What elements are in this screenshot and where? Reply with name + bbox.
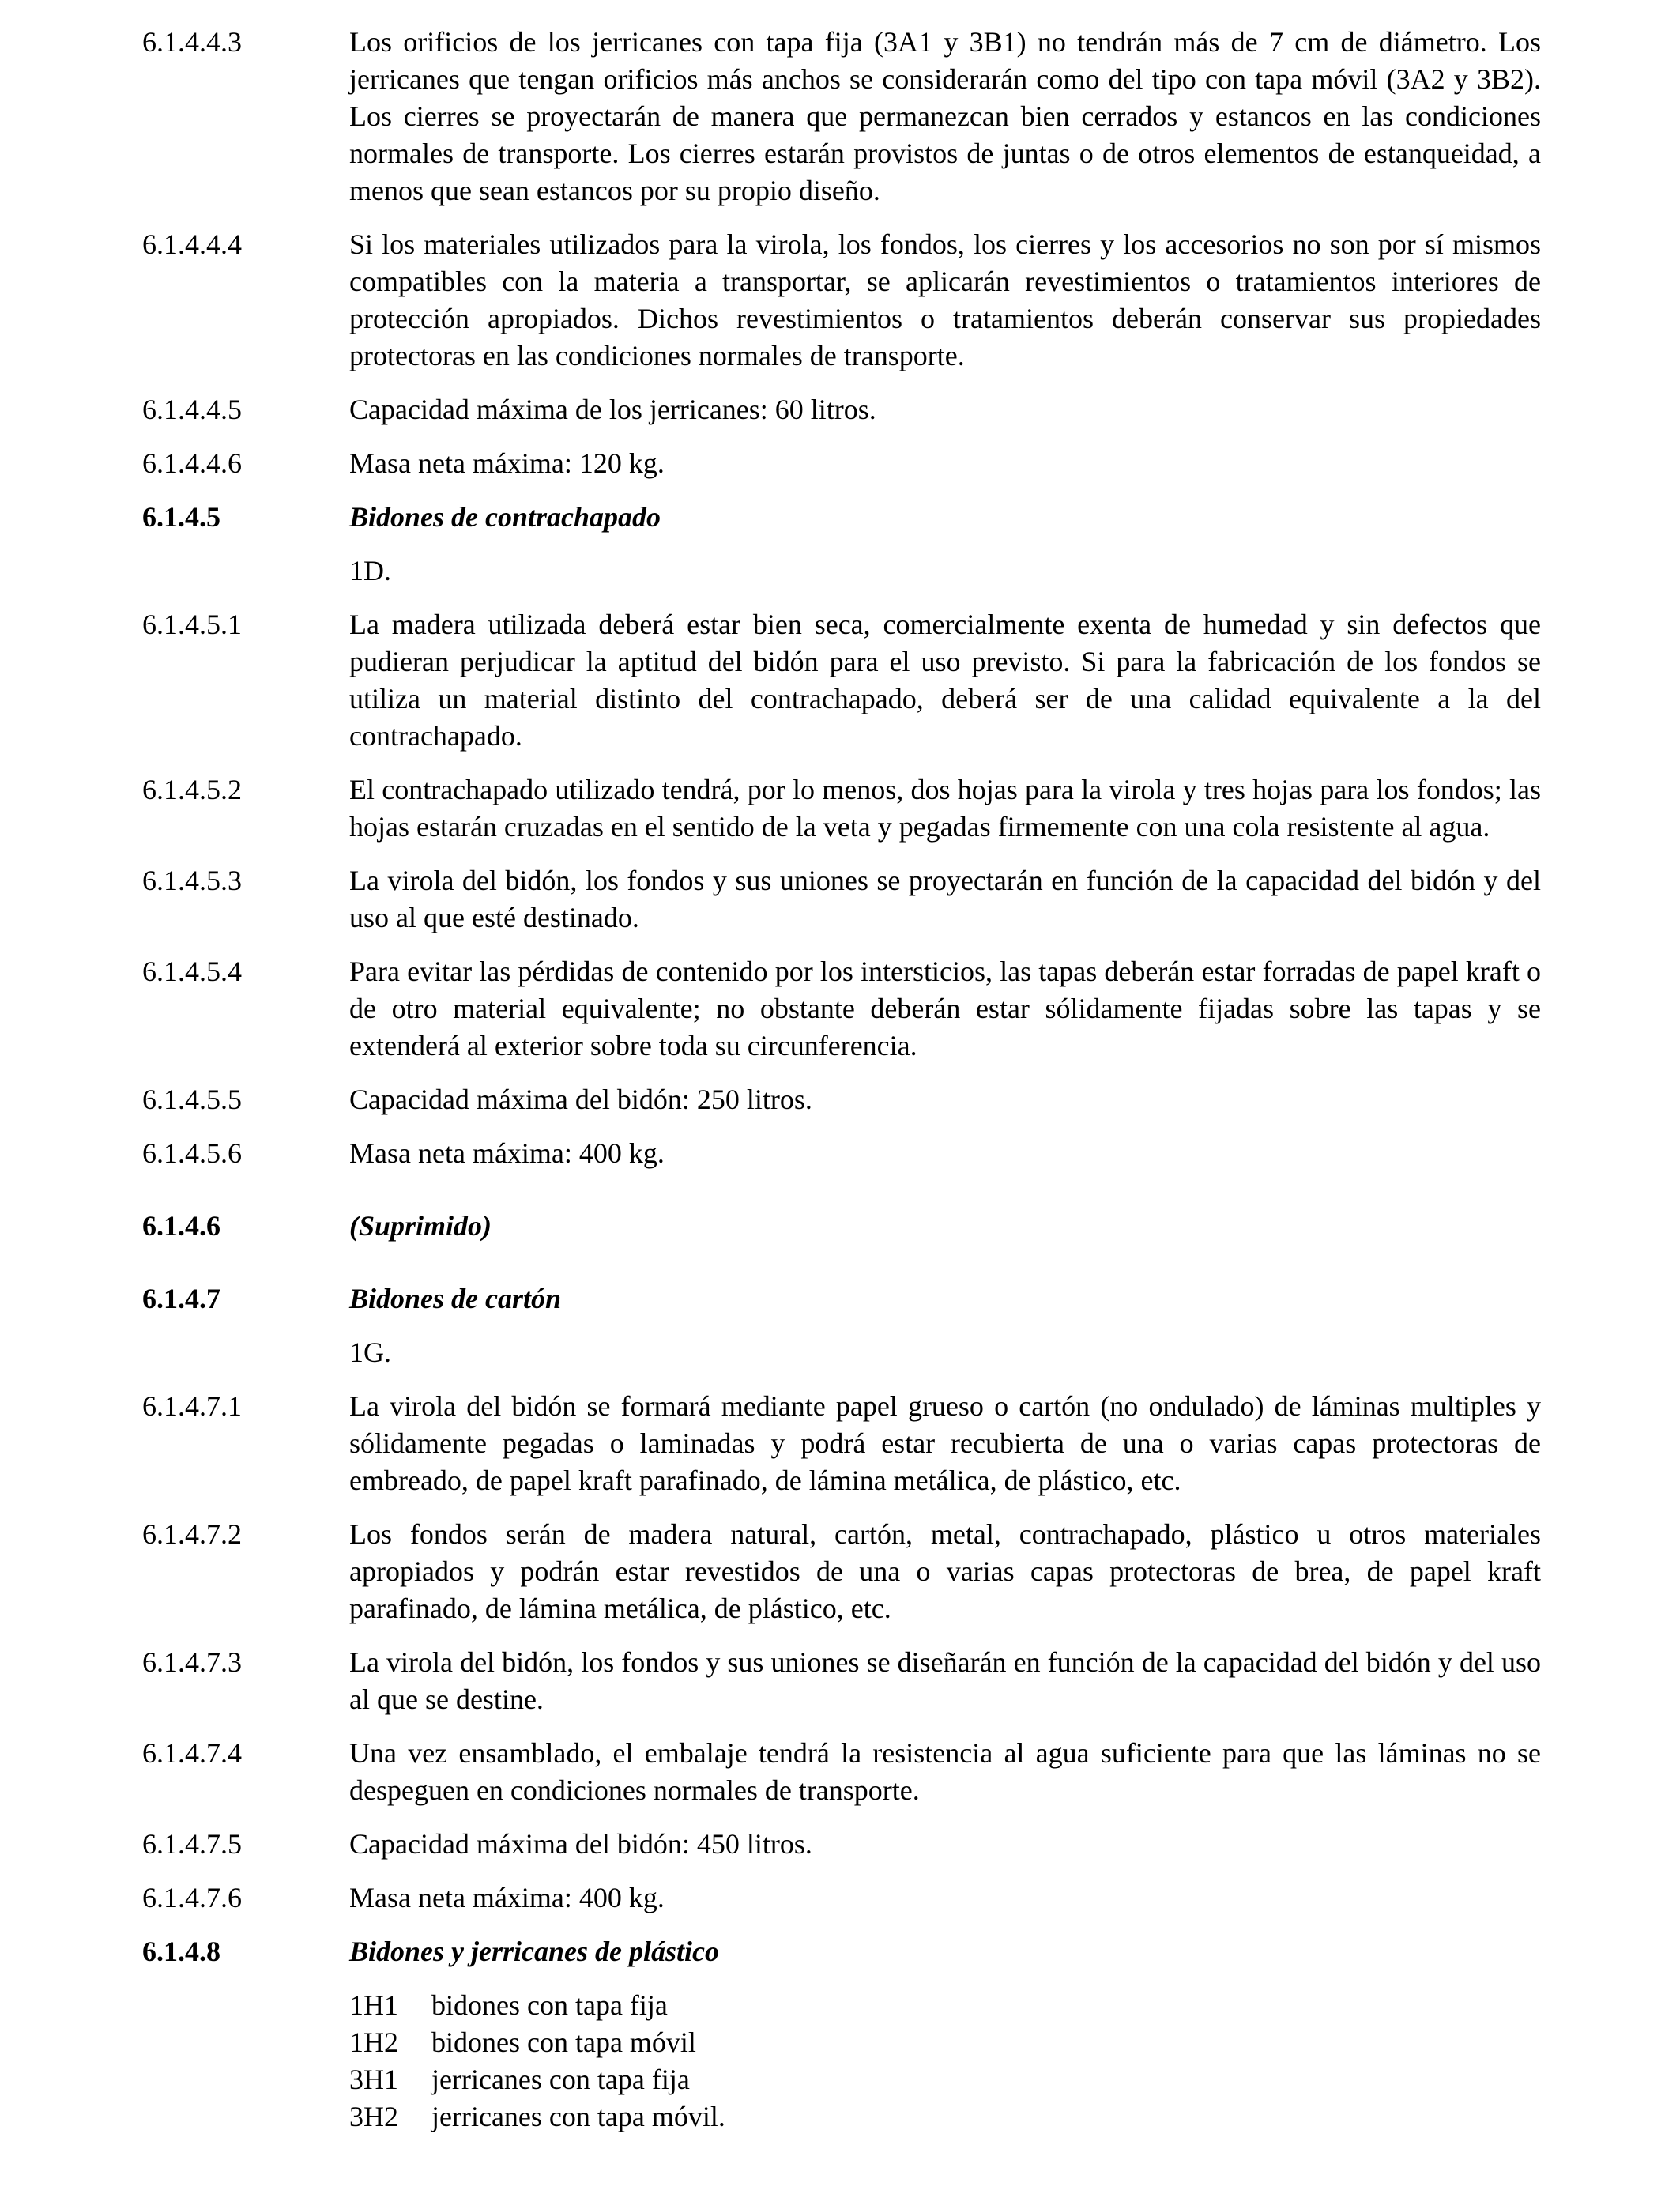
section-heading-6-1-4-5 (0, 499, 1680, 536)
paragraph-text: Capacidad máxima de los jerricanes: 60 litros. (349, 394, 876, 425)
list-item-code: 3H1 (349, 2064, 398, 2095)
paragraph-6-1-4-5-5 (0, 1081, 1680, 1118)
paragraph-6-1-4-7-4 (0, 1735, 1680, 1809)
paragraph-text: Los fondos serán de madera natural, cartón, metal, contrachapado, plástico u otros materiales apropiados y podrán estar revestidos de una o varias capas protectoras de brea, de papel kraft parafinado, de lámina metálica, de plástico, etc. (349, 1518, 1541, 1624)
paragraph-number: 6.1.4.5.1 (142, 609, 242, 640)
paragraph-number: 6.1.4.5.4 (142, 956, 242, 987)
paragraph-6-1-4-7-2 (0, 1516, 1680, 1627)
section-title: (Suprimido) (349, 1210, 492, 1242)
paragraph-6-1-4-5-4 (0, 953, 1680, 1065)
list-item-code: 1H2 (349, 2026, 398, 2058)
paragraph-number: 6.1.4.7.1 (142, 1390, 242, 1422)
paragraph-6-1-4-5-2 (0, 771, 1680, 846)
paragraph-text: Masa neta máxima: 400 kg. (349, 1882, 665, 1913)
spacer (0, 1261, 1680, 1280)
packaging-code-list (349, 1987, 1680, 2136)
paragraph-number: 6.1.4.4.6 (142, 447, 242, 479)
paragraph-6-1-4-4-3 (0, 24, 1680, 209)
section-heading-6-1-4-8 (0, 1933, 1680, 1970)
paragraph-6-1-4-4-6 (0, 445, 1680, 482)
list-item (349, 2061, 1680, 2098)
section-number: 6.1.4.8 (142, 1936, 220, 1967)
paragraph-number: 6.1.4.7.6 (142, 1882, 242, 1913)
paragraph-text: El contrachapado utilizado tendrá, por lo menos, dos hojas para la virola y tres hojas para los fondos; las hojas estarán cruzadas en el sentido de la veta y pegadas firmemente con una cola resistente al agua. (349, 774, 1541, 843)
paragraph-number: 6.1.4.5.6 (142, 1137, 242, 1169)
packaging-code: 1G. (349, 1336, 391, 1368)
paragraph-number: 6.1.4.7.2 (142, 1518, 242, 1550)
paragraph-number: 6.1.4.7.4 (142, 1737, 242, 1769)
paragraph-6-1-4-5-6 (0, 1135, 1680, 1172)
paragraph-text: La virola del bidón, los fondos y sus uniones se diseñarán en función de la capacidad del bidón y del uso al que se destine. (349, 1646, 1541, 1715)
paragraph-6-1-4-7-5 (0, 1826, 1680, 1863)
section-number: 6.1.4.5 (142, 501, 220, 533)
list-item-description: jerricanes con tapa móvil. (431, 2101, 725, 2132)
paragraph-text: Masa neta máxima: 400 kg. (349, 1137, 665, 1169)
document-body (0, 24, 1680, 2136)
paragraph-text: Para evitar las pérdidas de contenido por los intersticios, las tapas deberán estar forradas de papel kraft o de otro material equivalente; no obstante deberán estar sólidamente fijadas sobre las tapas y se extenderá al exterior sobre toda su circunferencia. (349, 956, 1541, 1061)
paragraph-6-1-4-5-1 (0, 606, 1680, 755)
paragraph-number: 6.1.4.5.3 (142, 865, 242, 896)
paragraph-number: 6.1.4.4.4 (142, 228, 242, 260)
section-title: Bidones y jerricanes de plástico (349, 1936, 719, 1967)
paragraph-text: Capacidad máxima del bidón: 450 litros. (349, 1828, 812, 1860)
list-item (349, 2098, 1680, 2136)
paragraph-number: 6.1.4.7.5 (142, 1828, 242, 1860)
section-heading-6-1-4-6 (0, 1208, 1680, 1245)
list-item (349, 2024, 1680, 2061)
list-item-description: jerricanes con tapa fija (431, 2064, 690, 2095)
section-title: Bidones de contrachapado (349, 501, 661, 533)
paragraph-6-1-4-4-5 (0, 391, 1680, 428)
paragraph-text: Capacidad máxima del bidón: 250 litros. (349, 1084, 812, 1115)
spacer (0, 1189, 1680, 1208)
section-number: 6.1.4.6 (142, 1210, 220, 1242)
paragraph-number: 6.1.4.5.2 (142, 774, 242, 805)
paragraph-text: Si los materiales utilizados para la virola, los fondos, los cierres y los accesorios no son por sí mismos compatibles con la materia a transportar, se aplicarán revestimientos o tratamientos interiores de protección apropiados. Dichos revestimientos o tratamientos deberán conservar sus propiedades protectoras en las condiciones normales de transporte. (349, 228, 1541, 371)
list-item (349, 1987, 1680, 2024)
paragraph-6-1-4-7-3 (0, 1644, 1680, 1718)
paragraph-text: La virola del bidón, los fondos y sus uniones se proyectarán en función de la capacidad del bidón y del uso al que esté destinado. (349, 865, 1541, 933)
paragraph-number: 6.1.4.4.5 (142, 394, 242, 425)
paragraph-number: 6.1.4.5.5 (142, 1084, 242, 1115)
section-title: Bidones de cartón (349, 1283, 562, 1314)
paragraph-text: Una vez ensamblado, el embalaje tendrá la resistencia al agua suficiente para que las láminas no se despeguen en condiciones normales de transporte. (349, 1737, 1541, 1806)
paragraph-6-1-4-7-6 (0, 1879, 1680, 1917)
paragraph-text: Los orificios de los jerricanes con tapa fija (3A1 y 3B1) no tendrán más de 7 cm de diámetro. Los jerricanes que tengan orificios más anchos se considerarán como del tipo con tapa móvil (3A2 y 3B2). Los cierres se proyectarán de manera que permanezcan bien cerrados y estancos en las condiciones normales de transporte. Los cierres estarán provistos de juntas o de otros elementos de estanqueidad, a menos que sean estancos por su propio diseño. (349, 26, 1541, 206)
packaging-code: 1D. (349, 555, 391, 586)
paragraph-number: 6.1.4.7.3 (142, 1646, 242, 1678)
paragraph-number: 6.1.4.4.3 (142, 26, 242, 58)
list-item-code: 1H1 (349, 1989, 398, 2021)
list-item-code: 3H2 (349, 2101, 398, 2132)
paragraph-text: La virola del bidón se formará mediante papel grueso o cartón (no ondulado) de láminas multiples y sólidamente pegadas o laminadas y podrá estar recubierta de una o varias capas protectoras de embreado, de papel kraft parafinado, de lámina metálica, de plástico, etc. (349, 1390, 1541, 1496)
paragraph-6-1-4-7-1 (0, 1388, 1680, 1499)
paragraph-6-1-4-4-4 (0, 226, 1680, 375)
list-item-description: bidones con tapa fija (431, 1989, 668, 2021)
list-item-description: bidones con tapa móvil (431, 2026, 696, 2058)
paragraph-text: La madera utilizada deberá estar bien seca, comercialmente exenta de humedad y sin defectos que pudieran perjudicar la aptitud del bidón para el uso previsto. Si para la fabricación de los fondos se utiliza un material distinto del contrachapado, deberá ser de una calidad equivalente a la del contrachapado. (349, 609, 1541, 752)
section-heading-6-1-4-7 (0, 1280, 1680, 1318)
paragraph-6-1-4-5-3 (0, 862, 1680, 937)
paragraph-text: Masa neta máxima: 120 kg. (349, 447, 665, 479)
section-number: 6.1.4.7 (142, 1283, 220, 1314)
